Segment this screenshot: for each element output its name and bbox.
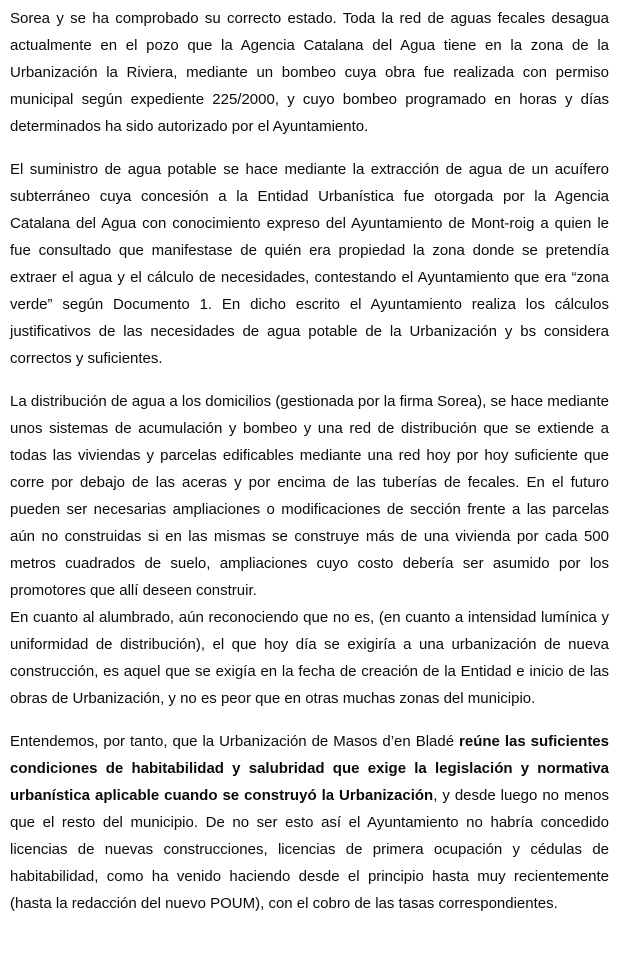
paragraph-street-lighting	[10, 604, 609, 712]
paragraph-text-bold: reúne las suficientes condiciones de habitabilidad y salubridad que exige la legislación y normativa urbanística aplicable cuando se construyó la Urbanización	[10, 733, 609, 804]
paragraph-conclusion	[10, 728, 609, 917]
paragraph-text: En cuanto al alumbrado, aún reconociendo que no es, (en cuanto a intensidad lumínica y uniformidad de distribución), el que hoy día se exigiría a una urbanización de nueva construcción, es aquel que se exigía en la fecha de creación de la Entidad e inicio de las obras de Urbanización, y no es peor que en otras muchas zonas del municipio.	[10, 609, 609, 707]
paragraph-text: Sorea y se ha comprobado su correcto estado. Toda la red de aguas fecales desagua actualmente en el pozo que la Agencia Catalana del Agua tiene en la zona de la Urbanización la Riviera, mediante un bombeo cuya obra fue realizada con permiso municipal según expediente 225/2000, y cuyo bombeo programado en horas y días determinados ha sido autorizado por el Ayuntamiento.	[10, 10, 609, 135]
paragraph-sewage-network	[10, 5, 609, 140]
paragraph-text: Entendemos, por tanto, que la Urbanización de Masos d’en Bladé	[10, 733, 460, 750]
paragraph-water-supply	[10, 156, 609, 372]
paragraph-text: La distribución de agua a los domicilios (gestionada por la firma Sorea), se hace mediante unos sistemas de acumulación y bombeo y una red de distribución que se extiende a todas las viviendas y parcelas edificables mediante una red hoy por hoy suficiente que corre por debajo de las aceras y por encima de las tuberías de fecales. En el futuro pueden ser necesarias ampliaciones o modificaciones de sección frente a las parcelas aún no construidas si en las mismas se construye más de una vivienda por cada 500 metros cuadrados de suelo, ampliaciones cuyo costo debería ser asumido por los promotores que allí deseen construir.	[10, 393, 609, 599]
paragraph-water-distribution	[10, 388, 609, 604]
paragraph-text: El suministro de agua potable se hace mediante la extracción de agua de un acuífero subterráneo cuya concesión a la Entidad Urbanística fue otorgada por la Agencia Catalana del Agua con conocimiento expreso del Ayuntamiento de Mont-roig a quien le fue consultado que manifestase de quién era propiedad la zona donde se pretendía extraer el agua y el cálculo de necesidades, contestando el Ayuntamiento que era “zona verde” según Documento 1. En dicho escrito el Ayuntamiento realiza los cálculos justificativos de las necesidades de agua potable de la Urbanización y bs considera correctos y suficientes.	[10, 161, 609, 367]
paragraph-text: , y desde luego no menos que el resto del municipio. De no ser esto así el Ayuntamiento no habría concedido licencias de nuevas construcciones, licencias de primera ocupación y cédulas de habitabilidad, como ha venido haciendo desde el principio hasta muy recientemente (hasta la redacción del nuevo POUM), con el cobro de las tasas correspondientes.	[10, 787, 609, 912]
